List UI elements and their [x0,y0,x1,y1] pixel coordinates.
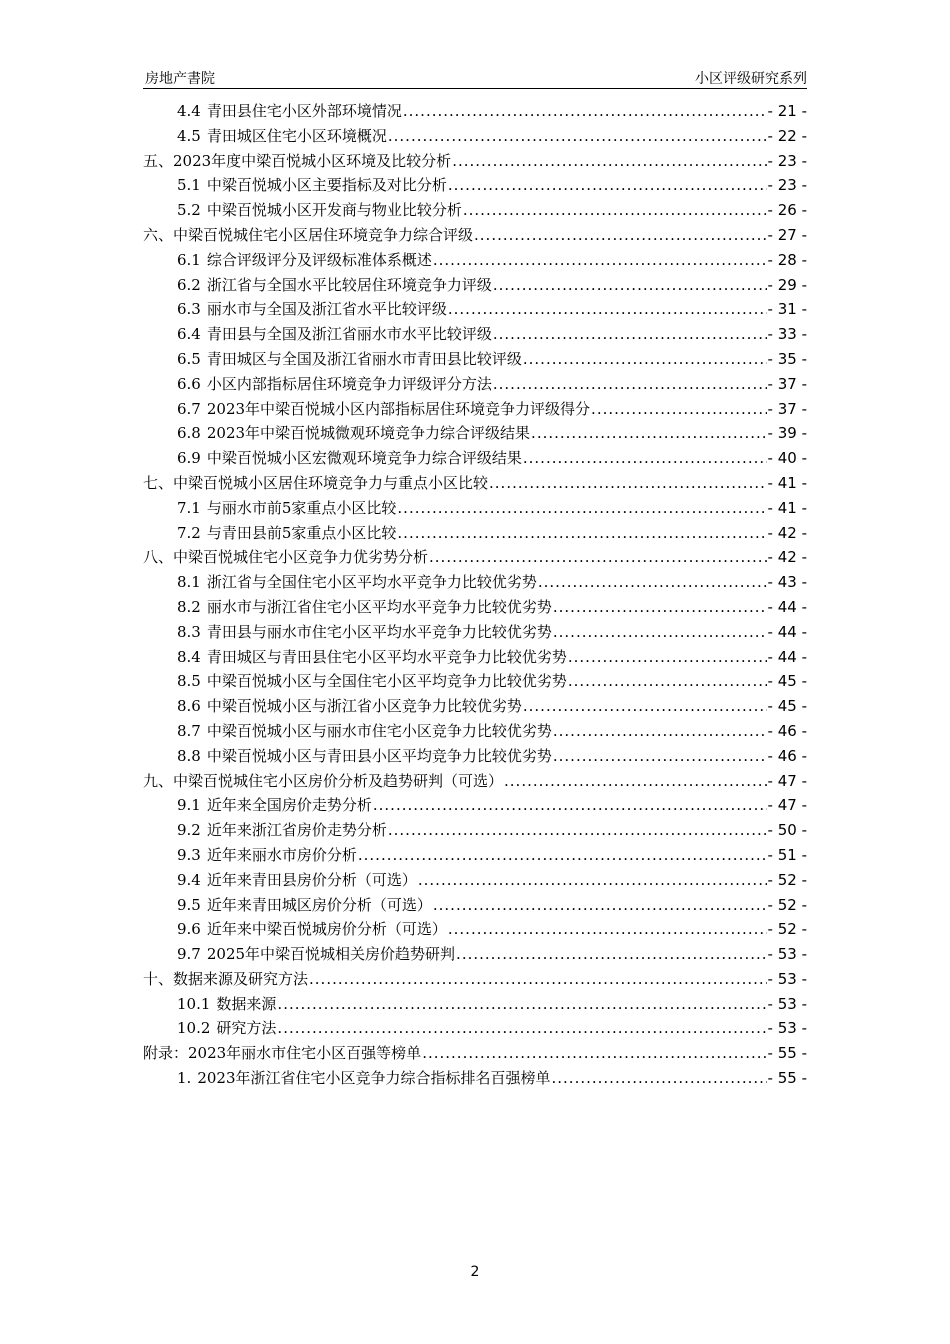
dot-leader [493,372,767,397]
dot-leader [373,793,767,818]
toc-entry-number: 6.8 [177,424,201,443]
toc-entry-title: 近年来全国房价走势分析 [206,796,372,815]
toc-entry-number: 6.4 [177,325,201,344]
toc-entry-title: 与青田县前5家重点小区比较 [206,523,397,542]
toc-entry-number: 9.4 [177,870,201,889]
toc-entry-page: - 39 - [767,424,807,443]
toc-entry-number: 9.2 [177,821,201,840]
toc-entry-number: 6.6 [177,374,201,393]
toc-entry[interactable] [143,694,807,719]
toc-entry-number: 7.1 [177,498,201,517]
toc-entry-title: 数据来源 [216,994,277,1013]
toc-entry-number: 8.1 [177,573,201,592]
dot-leader [493,322,767,347]
dot-leader [523,347,767,372]
toc-entry-title: 浙江省与全国水平比较居住环境竞争力评级 [206,275,492,294]
toc-entry-title: 2023年中梁百悦城微观环境竞争力综合评级结果 [206,424,531,443]
header-series-title: 小区评级研究系列 [695,71,807,87]
toc-entry-page: - 45 - [767,672,807,691]
dot-leader [309,967,767,992]
toc-entry[interactable] [143,248,807,273]
dot-leader [388,818,767,843]
toc-entry[interactable] [143,645,807,670]
toc-entry-number: 6.7 [177,399,201,418]
toc-entry[interactable] [143,99,807,124]
toc-entry-number: 9.1 [177,796,201,815]
toc-entry-page: - 44 - [767,622,807,641]
toc-entry[interactable] [143,620,807,645]
toc-entry-title: 青田县与丽水市住宅小区平均水平竞争力比较优劣势 [206,622,552,641]
toc-entry-number: 8.8 [177,746,201,765]
toc-entry-page: - 52 - [767,895,807,914]
toc-entry-number: 9.3 [177,845,201,864]
toc-entry[interactable] [143,545,807,570]
toc-entry[interactable] [143,1041,807,1066]
toc-entry-page: - 42 - [767,523,807,542]
dot-leader [429,545,767,570]
toc-entry-page: - 53 - [767,994,807,1013]
toc-entry-page: - 29 - [767,275,807,294]
dot-leader [504,769,767,794]
toc-entry[interactable] [143,868,807,893]
toc-entry[interactable] [143,769,807,794]
toc-entry-page: - 47 - [767,796,807,815]
toc-entry[interactable] [143,669,807,694]
toc-entry-title: 小区内部指标居住环境竞争力评级评分方法 [206,374,492,393]
toc-entry-title: 综合评级评分及评级标准体系概述 [206,250,432,269]
toc-entry-title: 九、中梁百悦城住宅小区房价分析及趋势研判（可选） [143,771,504,790]
toc-entry-title: 中梁百悦城小区与丽水市住宅小区竞争力比较优劣势 [206,721,552,740]
toc-entry-title: 丽水市与浙江省住宅小区平均水平竞争力比较优劣势 [206,597,552,616]
toc-entry-title: 近年来中梁百悦城房价分析（可选） [206,920,447,939]
dot-leader [523,694,767,719]
dot-leader [531,421,767,446]
toc-entry-number: 6.1 [177,250,201,269]
toc-entry-title: 中梁百悦城小区主要指标及对比分析 [206,176,447,195]
dot-leader [388,124,767,149]
toc-entry-page: - 44 - [767,647,807,666]
toc-entry-page: - 21 - [767,102,807,120]
dot-leader [418,868,767,893]
toc-entry[interactable] [143,421,807,446]
toc-entry[interactable] [143,1066,807,1091]
toc-entry[interactable] [143,1016,807,1041]
toc-entry-page: - 27 - [767,225,807,244]
toc-entry[interactable] [143,793,807,818]
toc-entry-page: - 37 - [767,374,807,393]
toc-entry-number: 8.5 [177,672,201,691]
toc-entry[interactable] [143,347,807,372]
dot-leader [397,521,766,546]
toc-entry-number: 6.5 [177,349,201,368]
toc-entry-number: 8.2 [177,597,201,616]
toc-entry-title: 近年来浙江省房价走势分析 [206,821,387,840]
dot-leader [463,198,767,223]
dot-leader [277,1016,766,1041]
toc-entry-title: 六、中梁百悦城住宅小区居住环境竞争力综合评级 [143,225,474,244]
header-publisher: 房地产書院 [145,71,215,87]
toc-entry-page: - 53 - [767,1019,807,1038]
toc-entry-page: - 23 - [767,151,807,170]
toc-entry-number: 10.2 [177,1019,211,1038]
toc-entry-number: 9.6 [177,920,201,939]
toc-entry-page: - 55 - [767,1044,807,1063]
toc-entry-number: 5.1 [177,176,201,195]
toc-entry-title: 中梁百悦城小区宏微观环境竞争力综合评级结果 [206,449,522,468]
dot-leader [552,1066,767,1091]
toc-entry-page: - 44 - [767,597,807,616]
dot-leader [452,149,766,174]
dot-leader [277,992,766,1017]
toc-entry-title: 青田县住宅小区外部环境情况 [206,102,402,120]
toc-entry-number: 5.2 [177,201,201,220]
toc-entry-title: 青田县与全国及浙江省丽水市水平比较评级 [206,325,492,344]
toc-entry[interactable] [143,124,807,149]
dot-leader [448,297,767,322]
toc-entry[interactable] [143,843,807,868]
toc-entry-title: 青田城区与青田县住宅小区平均水平竞争力比较优劣势 [206,647,567,666]
toc-entry[interactable] [143,322,807,347]
toc-entry[interactable] [143,719,807,744]
toc-entry-number: 7.2 [177,523,201,542]
dot-leader [591,397,767,422]
toc-entry[interactable] [143,446,807,471]
dot-leader [553,620,767,645]
toc-entry[interactable] [143,942,807,967]
toc-entry-page: - 41 - [767,473,807,492]
dot-leader [568,645,767,670]
toc-entry-number: 8.6 [177,697,201,716]
toc-entry[interactable] [143,372,807,397]
toc-entry[interactable] [143,223,807,248]
toc-entry-page: - 26 - [767,201,807,220]
toc-entry-number: 8.4 [177,647,201,666]
toc-entry[interactable] [143,967,807,992]
dot-leader [523,446,767,471]
toc-entry[interactable] [143,397,807,422]
toc-entry-page: - 37 - [767,399,807,418]
toc-entry[interactable] [143,818,807,843]
toc-entry-page: - 33 - [767,325,807,344]
toc-entry-title: 中梁百悦城小区与青田县小区平均竞争力比较优劣势 [206,746,552,765]
toc-entry-title: 青田城区住宅小区环境概况 [206,126,387,145]
toc-entry-page: - 23 - [767,176,807,195]
toc-entry-title: 中梁百悦城小区与全国住宅小区平均竞争力比较优劣势 [206,672,567,691]
toc-entry-number: 6.2 [177,275,201,294]
toc-entry[interactable] [143,297,807,322]
dot-leader [474,223,767,248]
toc-entry-number: 9.7 [177,945,201,964]
toc-entry-title: 丽水市与全国及浙江省水平比较评级 [206,300,447,319]
toc-entry-title: 近年来丽水市房价分析 [206,845,357,864]
dot-leader [553,744,767,769]
toc-entry[interactable] [143,992,807,1017]
toc-entry-page: - 42 - [767,548,807,567]
dot-leader [358,843,767,868]
dot-leader [456,942,767,967]
toc-entry-title: 七、中梁百悦城小区居住环境竞争力与重点小区比较 [143,473,489,492]
dot-leader [422,1041,766,1066]
toc-entry-title: 研究方法 [216,1019,277,1038]
page-number: 2 [470,1264,480,1280]
toc-entry-title: 青田城区与全国及浙江省丽水市青田县比较评级 [206,349,522,368]
toc-entry-title: 近年来青田城区房价分析（可选） [206,895,432,914]
page-header [143,66,807,89]
toc-entry-page: - 22 - [767,126,807,145]
toc-entry-page: - 45 - [767,697,807,716]
dot-leader [493,273,767,298]
toc-entry-title: 与丽水市前5家重点小区比较 [206,498,397,517]
table-of-contents [143,99,807,1091]
dot-leader [403,99,767,124]
toc-entry-title: 中梁百悦城小区开发商与物业比较分析 [206,201,462,220]
dot-leader [553,719,767,744]
toc-entry-title: 2023年中梁百悦城小区内部指标居住环境竞争力评级得分 [206,399,591,418]
dot-leader [489,471,767,496]
toc-entry-page: - 41 - [767,498,807,517]
toc-entry-number: 6.3 [177,300,201,319]
toc-entry-page: - 52 - [767,920,807,939]
toc-entry[interactable] [143,496,807,521]
dot-leader [433,893,767,918]
toc-entry-number: 4.4 [177,102,201,120]
toc-entry-page: - 47 - [767,771,807,790]
dot-leader [538,570,767,595]
dot-leader [397,496,766,521]
toc-entry-title: 五、2023年度中梁百悦城小区环境及比较分析 [143,151,452,170]
toc-entry[interactable] [143,471,807,496]
toc-entry-title: 近年来青田县房价分析（可选） [206,870,417,889]
toc-entry-page: - 31 - [767,300,807,319]
toc-entry[interactable] [143,570,807,595]
toc-entry-number: 1. [177,1069,192,1088]
toc-entry-number: 6.9 [177,449,201,468]
toc-entry-title: 浙江省与全国住宅小区平均水平竞争力比较优劣势 [206,573,537,592]
toc-entry[interactable] [143,595,807,620]
toc-entry-page: - 35 - [767,349,807,368]
toc-entry-page: - 46 - [767,721,807,740]
toc-entry-number: 8.7 [177,721,201,740]
toc-entry[interactable] [143,149,807,174]
toc-entry-title: 2023年浙江省住宅小区竞争力综合指标排名百强榜单 [197,1069,551,1088]
toc-entry-page: - 50 - [767,821,807,840]
toc-entry-title: 中梁百悦城小区与浙江省小区竞争力比较优劣势 [206,697,522,716]
toc-entry-page: - 40 - [767,449,807,468]
toc-entry-page: - 53 - [767,969,807,988]
dot-leader [433,248,767,273]
toc-entry-page: - 51 - [767,845,807,864]
toc-entry[interactable] [143,173,807,198]
toc-entry[interactable] [143,521,807,546]
toc-entry-page: - 53 - [767,945,807,964]
toc-entry-title: 十、数据来源及研究方法 [143,969,309,988]
dot-leader [448,173,767,198]
toc-entry[interactable] [143,744,807,769]
toc-entry[interactable] [143,198,807,223]
toc-entry-page: - 43 - [767,573,807,592]
dot-leader [553,595,767,620]
toc-entry[interactable] [143,273,807,298]
dot-leader [448,917,767,942]
toc-entry-title: 八、中梁百悦城住宅小区竞争力优劣势分析 [143,548,429,567]
toc-entry-page: - 46 - [767,746,807,765]
toc-entry[interactable] [143,893,807,918]
toc-entry-page: - 55 - [767,1069,807,1088]
toc-entry-title: 附录：2023年丽水市住宅小区百强等榜单 [143,1044,422,1063]
toc-entry-number: 4.5 [177,126,201,145]
toc-entry-number: 8.3 [177,622,201,641]
toc-entry-title: 2025年中梁百悦城相关房价趋势研判 [206,945,456,964]
toc-entry[interactable] [143,917,807,942]
toc-entry-page: - 52 - [767,870,807,889]
toc-entry-number: 10.1 [177,994,211,1013]
dot-leader [568,669,767,694]
toc-entry-number: 9.5 [177,895,201,914]
toc-entry-page: - 28 - [767,250,807,269]
